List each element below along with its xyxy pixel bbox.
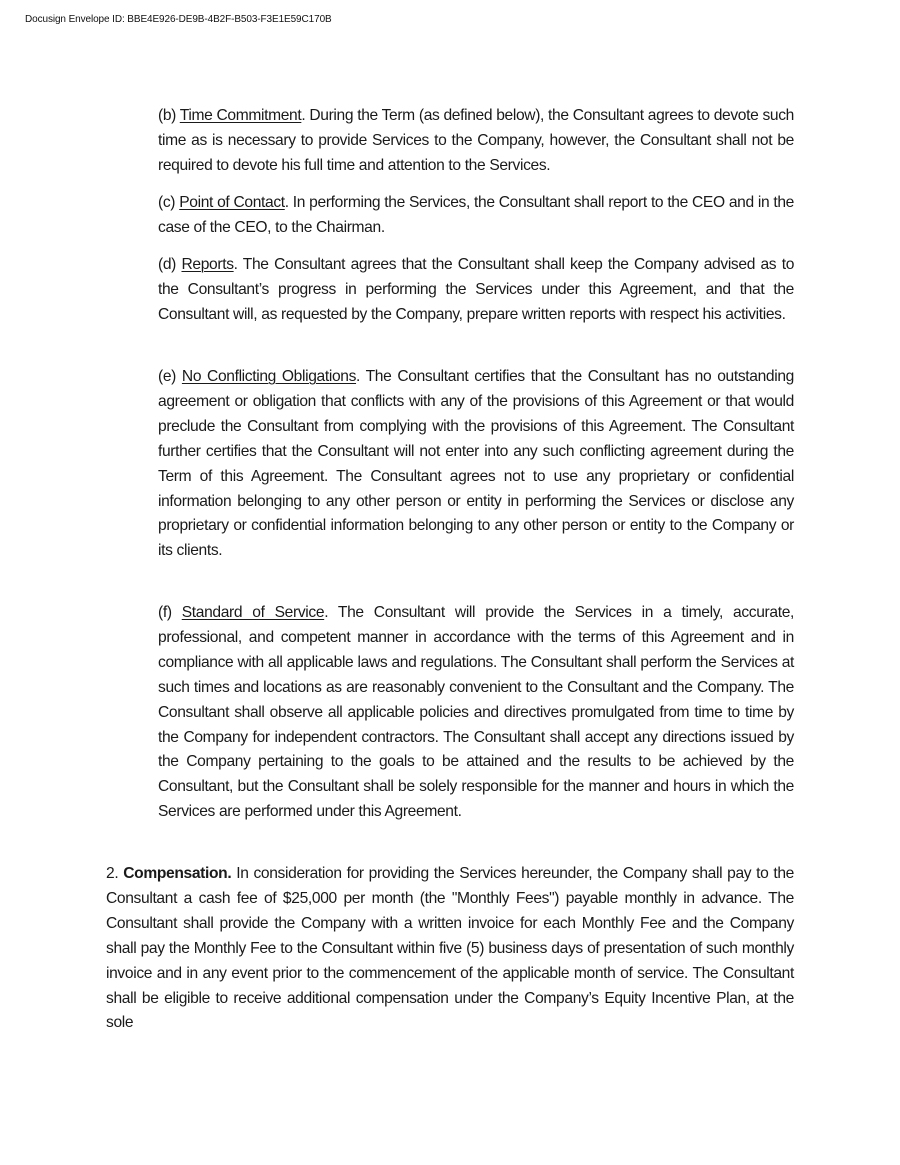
section-reports [158,253,794,328]
section-body: . The Consultant certifies that the Consultant has no outstanding agreement or obligation that conflicts with any of the provisions of this Agreement or that would preclude the Consultant from complying with the provisions of this Agreement. The Consultant further certifies that the Consultant will not enter into any such conflicting agreement during the Term of this Agreement. The Consultant agrees not to use any proprietary or confidential information belonging to any other person or entity in performing the Services or disclose any proprietary or confidential information belonging to any other person or entity to the Company or its clients. [158,368,794,560]
section-label: (f) [158,604,172,621]
section-heading: No Conflicting Obligations [181,368,357,385]
section-time-commitment [158,104,794,179]
section-standard-of-service [158,601,794,825]
section-compensation [106,862,794,1036]
section-number: 2. [106,865,119,882]
section-body: . During the Term (as defined below), the Consultant agrees to devote such time as is necessary to provide Services to the Company, however, the Consultant shall not be required to devote his full time and attention to the Services. [158,107,794,174]
section-label: (b) [158,107,177,124]
section-label: (d) [158,256,177,273]
section-heading: Reports [181,256,234,273]
section-body: . The Consultant will provide the Services in a timely, accurate, professional, and competent manner in accordance with the terms of this Agreement and in compliance with all applicable laws and regulations. The Consultant shall perform the Services at such times and locations as are reasonably convenient to the Consultant and the Company. The Consultant shall observe all applicable policies and directives promulgated from time to time by the Company for independent contractors. The Consultant shall accept any directions issued by the Company pertaining to the goals to be attained and the results to be achieved by the Consultant, but the Consultant shall be solely responsible for the manner and hours in which the Services are performed under this Agreement. [158,604,795,821]
section-heading: Compensation. [123,865,232,882]
section-body: . In performing the Services, the Consultant shall report to the CEO and in the case of the CEO, to the Chairman. [158,194,794,236]
section-no-conflicting-obligations [158,365,794,564]
section-body: In consideration for providing the Services hereunder, the Company shall pay to the Consultant a cash fee of $25,000 per month (the "Monthly Fees") payable monthly in advance. The Consultant shall provide the Company with a written invoice for each Monthly Fee and the Company shall pay the Monthly Fee to the Consultant within five (5) business days of presentation of such monthly invoice and in any event prior to the commencement of the applicable month of service. The Consultant shall be eligible to receive additional compensation under the Company’s Equity Incentive Plan, at the sole [106,865,794,1032]
section-heading: Point of Contact [179,194,285,211]
section-point-of-contact [158,191,794,241]
section-label: (e) [158,368,177,385]
section-body: . The Consultant agrees that the Consultant shall keep the Company advised as to the Consultant’s progress in performing the Services under this Agreement, and that the Consultant will, as requested by the Company, prepare written reports with respect his activities. [158,256,795,323]
section-heading: Standard of Service [181,604,325,621]
docusign-envelope-id: Docusign Envelope ID: BBE4E926-DE9B-4B2F-B503-F3E1E59C170B [25,14,332,25]
section-label: (c) [158,194,176,211]
section-heading: Time Commitment [179,107,302,124]
